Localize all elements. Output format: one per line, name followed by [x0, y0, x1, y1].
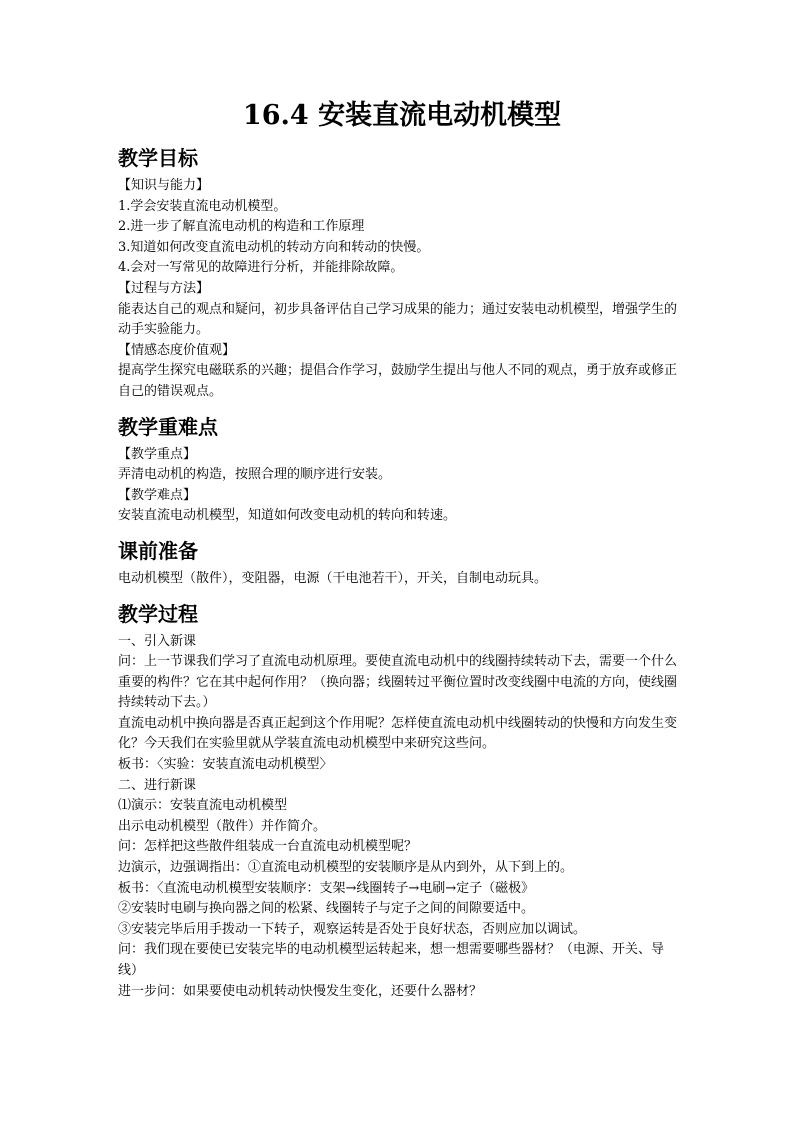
section-process	[118, 600, 678, 1003]
preparation-line: 电动机模型（散件），变阻器，电源（干电池若干），开关，自制电动玩具。	[118, 570, 548, 586]
process-line: 问：怎样把这些散件组装成一台直流电动机模型呢？	[118, 839, 418, 855]
section-heading-process: 教学过程	[118, 601, 198, 626]
process-line: 问：上一节课我们学习了直流电动机原理。要使直流电动机中的线圈持续转动下去，需要一个什么重要的构件？它在其中起何作用？（换向器；线圈转过平衡位置时改变线圈中电流的方向，使线圈持续转动下去。）	[118, 654, 678, 711]
process-line: 二、进行新课	[118, 777, 197, 793]
key-points-line: 【教学重点】	[118, 446, 197, 462]
goals-line: 能表达自己的观点和疑问，初步具备评估自己学习成果的能力；通过安装电动机模型，增强学生的动手实验能力。	[118, 301, 678, 338]
process-line: 出示电动机模型（散件）并作简介。	[118, 818, 327, 834]
goals-line: 提高学生探究电磁联系的兴趣；提倡合作学习，鼓励学生提出与他人不同的观点，勇于放弃或修正自己的错误观点。	[118, 363, 678, 399]
goals-line: 1.学会安装直流电动机模型。	[118, 198, 287, 214]
key-points-line: 【教学难点】	[118, 487, 197, 503]
process-line: 进一步问：如果要使电动机转动快慢发生变化，还要什么器材？	[118, 983, 483, 999]
key-points-line: 安装直流电动机模型，知道如何改变电动机的转向和转速。	[118, 508, 457, 524]
section-goals	[118, 144, 678, 403]
goals-line: 【过程与方法】	[118, 280, 210, 296]
process-line: ⑴演示：安装直流电动机模型	[118, 798, 288, 814]
process-line: 问：我们现在要使已安装完毕的电动机模型运转起来，想一想需要哪些器材？（电源、开关、导线）	[118, 942, 665, 978]
section-heading-goals: 教学目标	[118, 146, 198, 170]
goals-line: 4.会对一写常见的故障进行分析，并能排除故障。	[118, 260, 404, 276]
goals-line: 3.知道如何改变直流电动机的转动方向和转动的快慢。	[118, 239, 430, 255]
process-line: 直流电动机中换向器是否真正起到这个作用呢？怎样使直流电动机中线圈转动的快慢和方向发生变化？今天我们在实验里就从学装直流电动机模型中来研究这些问。	[118, 715, 678, 752]
goals-line: 【知识与能力】	[118, 178, 210, 193]
document-content	[118, 96, 678, 1012]
process-line: 板书：〈直流电动机模型安装顺序：支架→线圈转子→电刷→定子（磁极》	[118, 880, 535, 896]
process-line: 边演示，边强调指出：①直流电动机模型的安装顺序是从内到外，从下到上的。	[118, 860, 574, 876]
process-line: ③安装完毕后用手拨动一下转子，观察运转是否处于良好状态，否则应加以调试。	[118, 921, 587, 937]
page-title: 16.4 安装直流电动机模型	[242, 100, 562, 131]
section-heading-preparation: 课前准备	[118, 538, 198, 563]
section-heading-key-points: 教学重难点	[118, 414, 218, 439]
key-points-line: 弄清电动机的构造，按照合理的顺序进行安装。	[118, 467, 392, 483]
process-line: 板书：〈实验：安装直流电动机模型〉	[118, 757, 333, 773]
goals-line: 【情感态度价值观】	[118, 342, 236, 358]
process-line: 一、引入新课	[118, 633, 197, 649]
goals-line: 2.进一步了解直流电动机的构造和工作原理	[118, 219, 365, 235]
section-key-points	[118, 413, 678, 527]
section-preparation	[118, 537, 678, 590]
process-line: ②安装时电刷与换向器之间的松紧、线圈转子与定子之间的间隙要适中。	[118, 901, 535, 917]
